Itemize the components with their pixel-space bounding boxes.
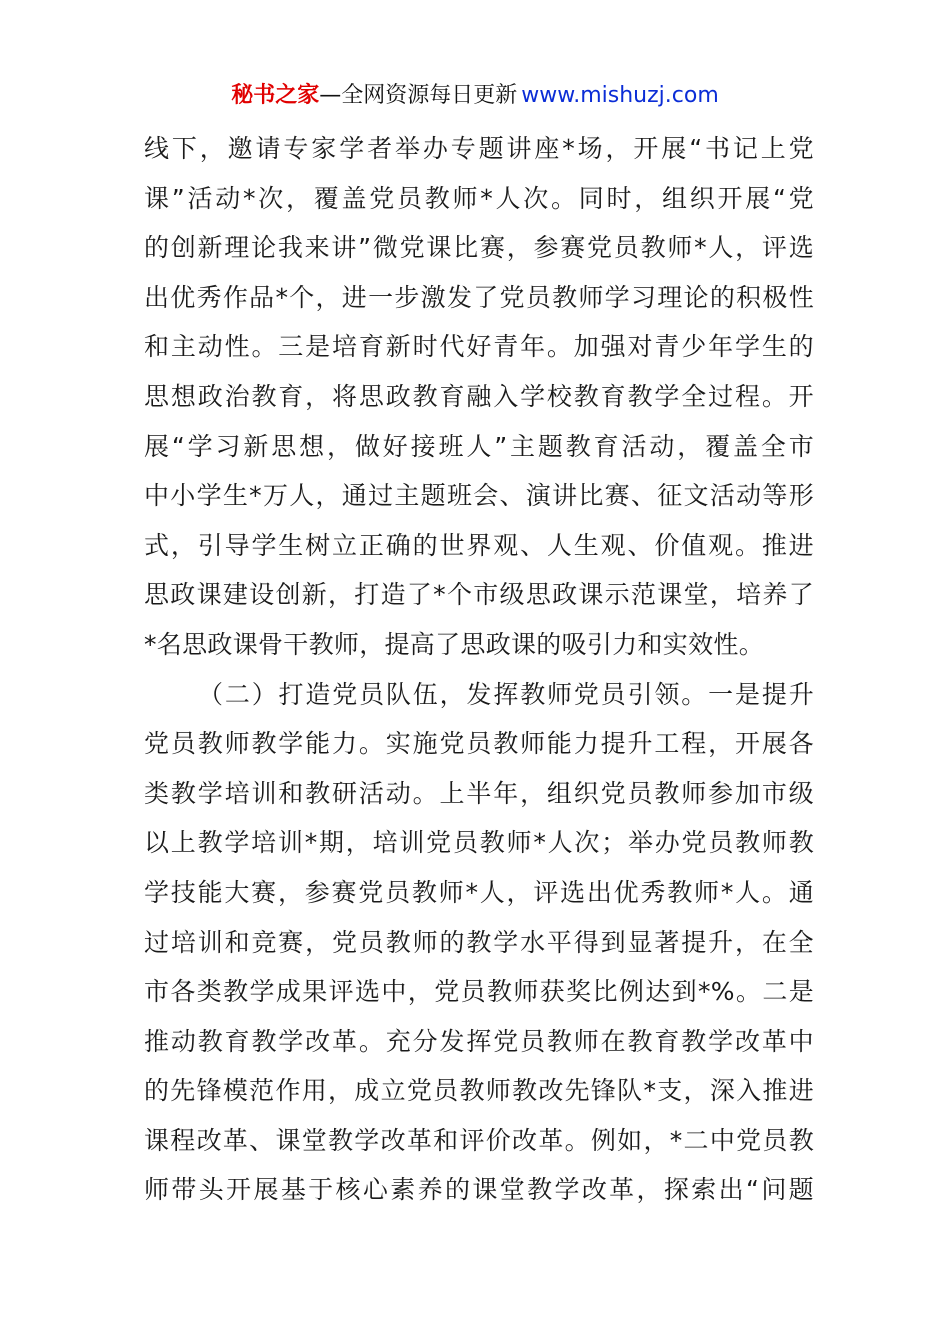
text-line: *名思政课骨干教师，提高了思政课的吸引力和实效性。 [144, 629, 765, 659]
text-line: 市各类教学成果评选中，党员教师获奖比例达到*%。二是 [144, 977, 814, 1007]
text-line: 过培训和竞赛，党员教师的教学水平得到显著提升，在全 [144, 927, 814, 957]
text-line: 以上教学培训*期，培训党员教师*人次；举办党员教师教 [144, 828, 814, 858]
text-line: 课”活动*次，覆盖党员教师*人次。同时，组织开展“党 [144, 183, 814, 213]
text-line: 和主动性。三是培育新时代好青年。加强对青少年学生的 [144, 332, 814, 362]
site-url-link[interactable]: www.mishuzj.com [521, 83, 719, 108]
site-header [0, 81, 950, 111]
text-line: 师带头开展基于核心素养的课堂教学改革，探索出“问题 [144, 1175, 814, 1205]
text-line: （二）打造党员队伍，发挥教师党员引领。一是提升 [198, 679, 814, 709]
text-line: 中小学生*万人，通过主题班会、演讲比赛、征文活动等形 [144, 481, 814, 511]
document-body [144, 124, 814, 1215]
text-line: 类教学培训和教研活动。上半年，组织党员教师参加市级 [144, 778, 814, 808]
paragraph [144, 670, 814, 1216]
text-line: 思想政治教育，将思政教育融入学校教育教学全过程。开 [144, 381, 814, 411]
text-line: 的先锋模范作用，成立党员教师教改先锋队*支，深入推进 [144, 1076, 814, 1106]
text-line: 展“学习新思想，做好接班人”主题教育活动，覆盖全市 [144, 431, 814, 461]
text-line: 课程改革、课堂教学改革和评价改革。例如，*二中党员教 [144, 1125, 814, 1155]
text-line: 式，引导学生树立正确的世界观、人生观、价值观。推进 [144, 530, 814, 560]
text-line: 学技能大赛，参赛党员教师*人，评选出优秀教师*人。通 [144, 877, 814, 907]
site-tagline: —全网资源每日更新 [319, 83, 518, 108]
text-line: 出优秀作品*个，进一步激发了党员教师学习理论的积极性 [144, 282, 814, 312]
text-line: 推动教育教学改革。充分发挥党员教师在教育教学改革中 [144, 1026, 814, 1056]
paragraph [144, 124, 814, 670]
text-line: 党员教师教学能力。实施党员教师能力提升工程，开展各 [144, 729, 814, 759]
text-line: 思政课建设创新，打造了*个市级思政课示范课堂，培养了 [144, 580, 814, 610]
site-brand: 秘书之家 [231, 83, 320, 108]
text-line: 的创新理论我来讲”微党课比赛，参赛党员教师*人，评选 [144, 233, 814, 263]
text-line: 线下，邀请专家学者举办专题讲座*场，开展“书记上党 [144, 134, 814, 163]
